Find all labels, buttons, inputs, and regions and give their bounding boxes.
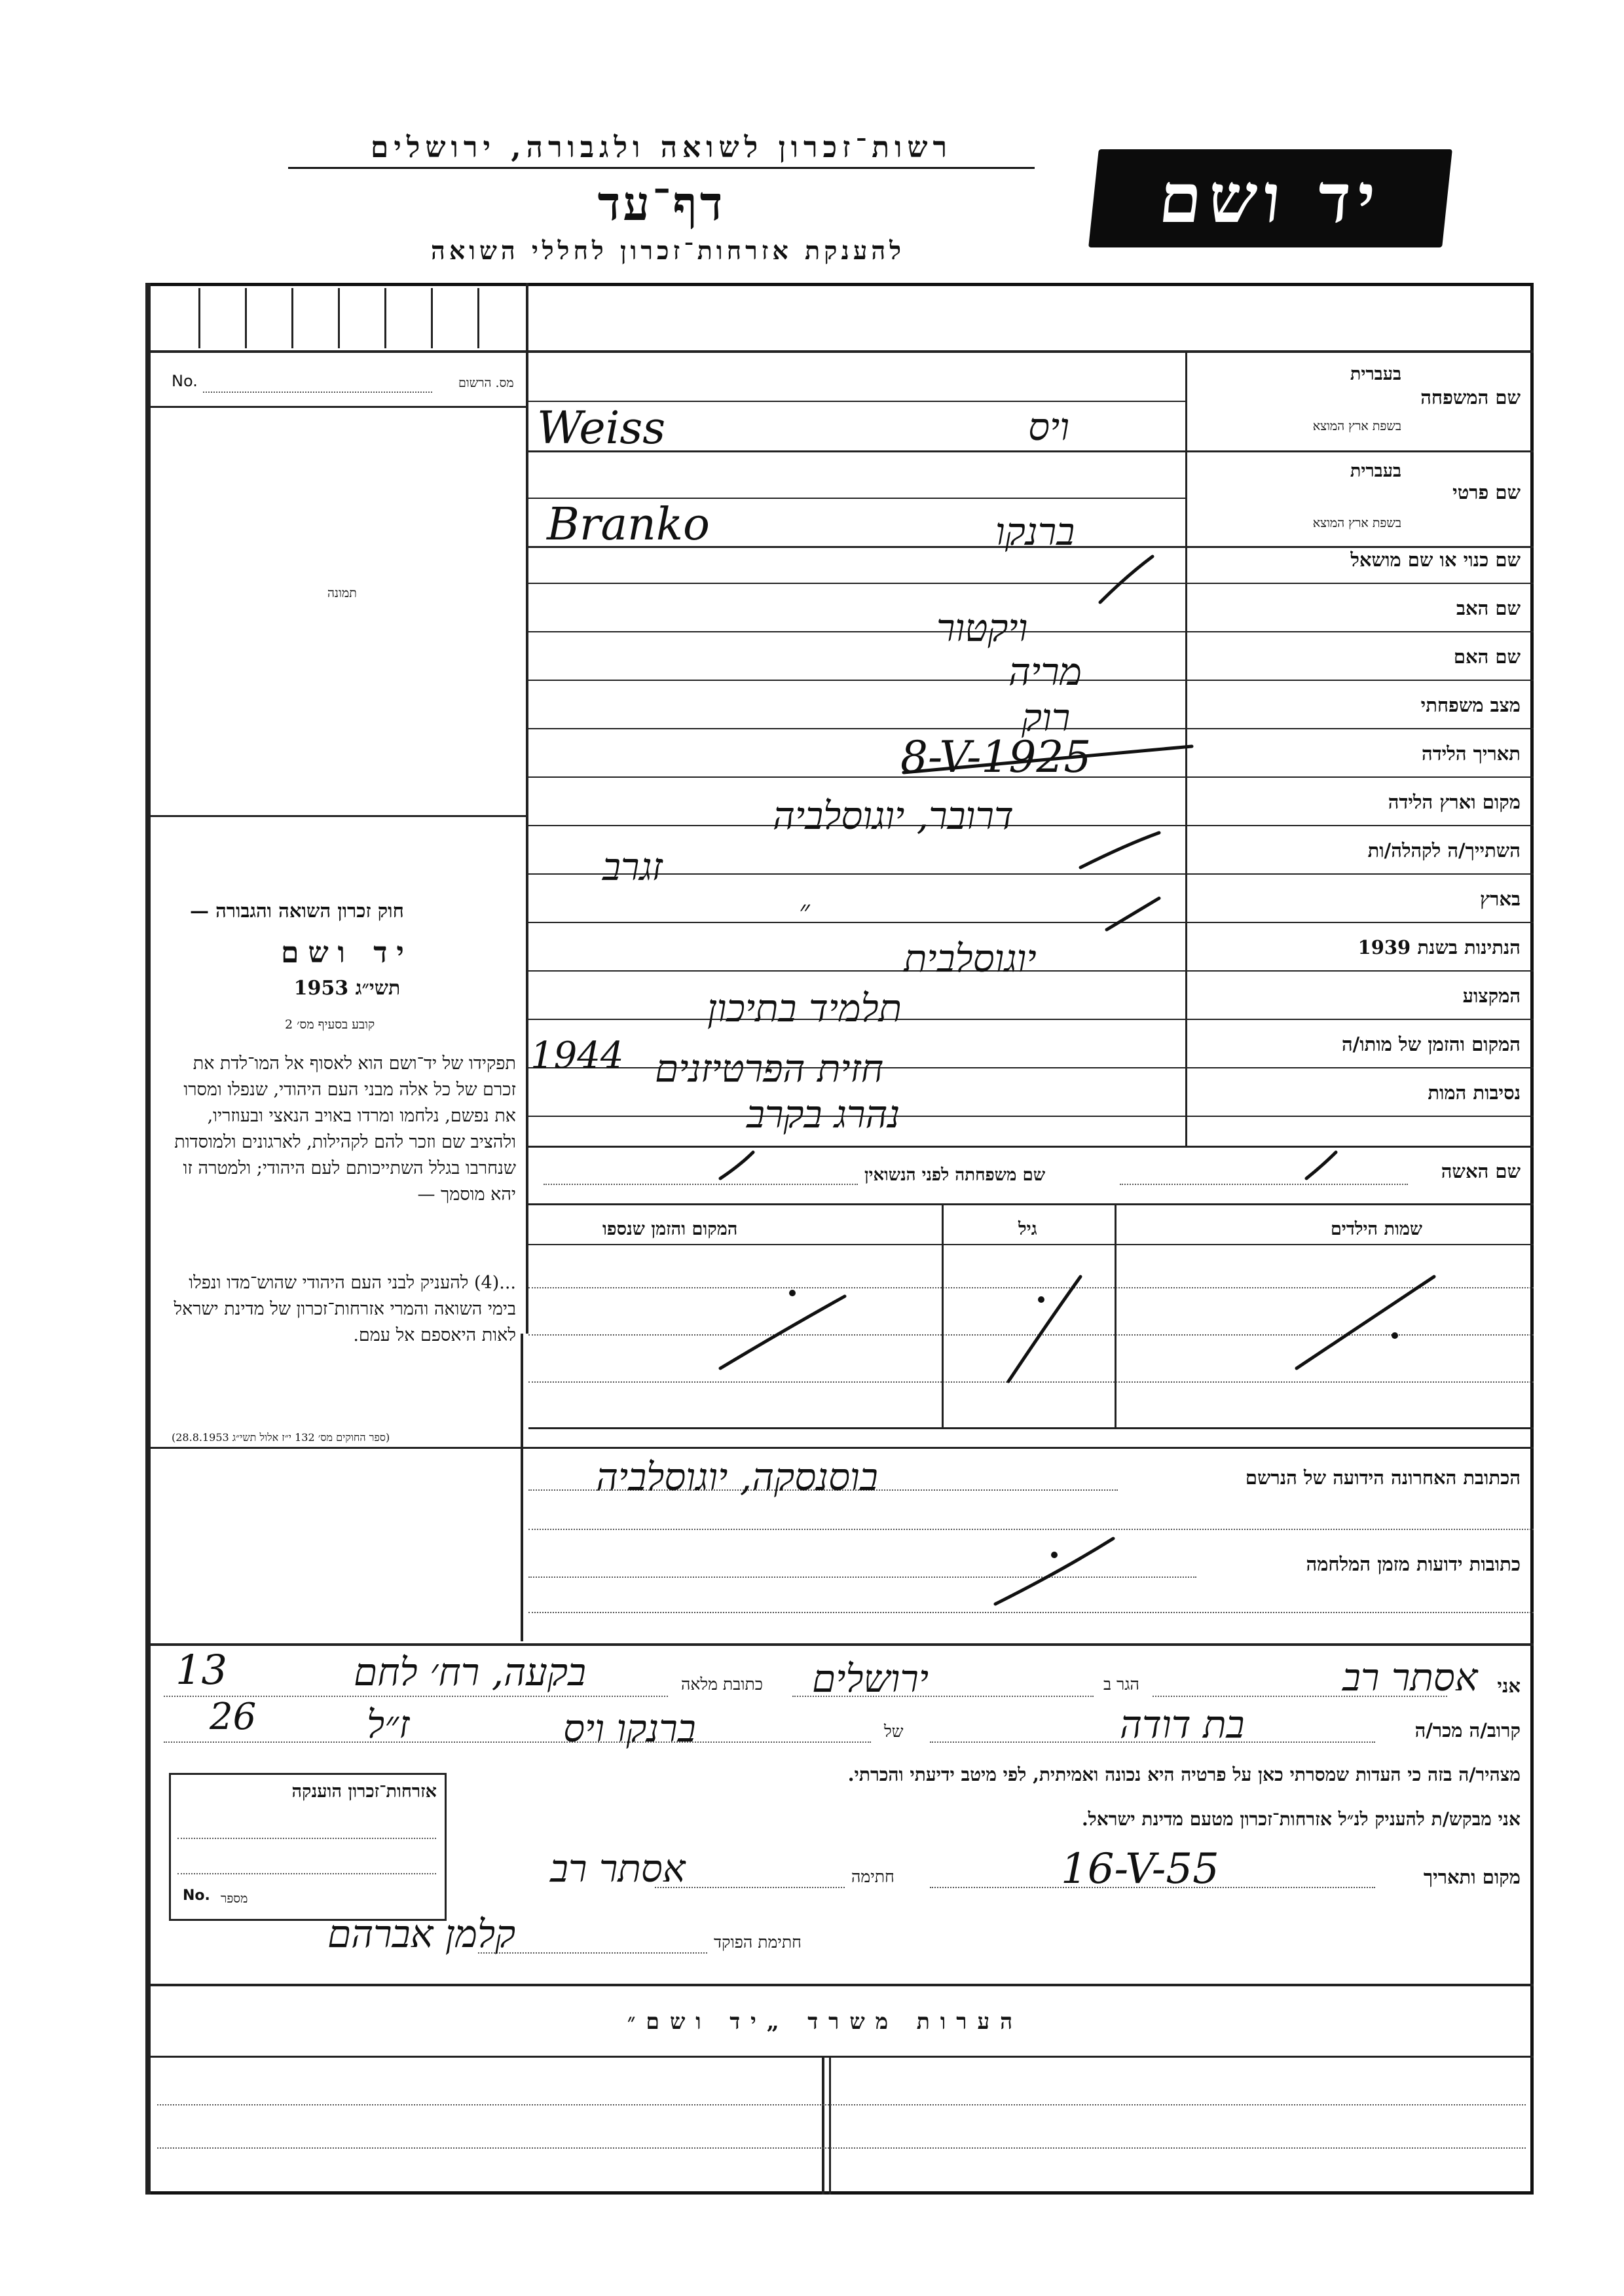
relation-value: בת דודה (1120, 1702, 1245, 1747)
law-footnote: (ספר החוקים מס׳ 132 י״ז אלול תשי״ג 28.8.1953) (172, 1431, 390, 1444)
first-name-origin-value: Branko (547, 499, 710, 551)
birth-place-label: מקום וארץ הלידה (1388, 791, 1521, 813)
request-text: אני מבקש/ת להעניק לנ״ל אזרחות־זכרון מטעם מדינת ישראל. (1081, 1808, 1521, 1830)
death-circumstances-label: נסיבות המות (1428, 1082, 1521, 1104)
community-value: זגרב (602, 845, 663, 889)
first-name-hebrew-sub: בעברית (1350, 461, 1401, 481)
law-body: תפקידו של יד־ושם הוא לאסוף אל המו־לדת את זכרם של כל אלה מבני העם היהודי, שנפלו ומסרו את נפשם, נלחמו ומרדו באויב הנאצי ובעוזריו, ולהציב שם וזכר להם לקהילות, לארגונים ולמוסדות שנחרבו בגלל השתייכותם לעם היהודי; ולמטרה זו יהא מוסמך — (174, 1053, 516, 1205)
witness-lives-label: הגר ב (1103, 1675, 1139, 1694)
witness-name-value: אסתר רב (1342, 1655, 1478, 1700)
child-name-dash (1297, 1277, 1434, 1368)
declaration-date-value: 16-V-55 (1061, 1845, 1219, 1893)
child-place-dot (789, 1290, 796, 1296)
marital-label: מצב משפחתי (1420, 694, 1521, 716)
community-dash-mark (1080, 833, 1159, 867)
family-name-hebrew-value: ויס (1028, 405, 1070, 449)
father-value: ויקטור (936, 606, 1028, 650)
birth-date-underline (904, 746, 1192, 773)
law-title: חוק זכרון השואה והגבורה — (190, 900, 404, 922)
death-place-value: חזית הפרטיזנים (655, 1046, 884, 1091)
country-label: בארץ (1480, 888, 1521, 910)
wife-maiden-label: שם משפחתה לפני הנשואין (864, 1165, 1046, 1185)
relation-of-label: של (884, 1722, 904, 1741)
birth-date-value: 8-V-1925 (900, 732, 1092, 782)
country-value: ״ (799, 894, 810, 928)
maiden-dash-mark (720, 1152, 753, 1178)
witness-signature: אסתר רב (550, 1846, 686, 1891)
authority-title: רשות־זכרון לשואה ולגבורה, ירושלים (288, 131, 1035, 169)
law-clause: קובע בסעיף מס׳ 2 (285, 1017, 375, 1032)
signature-label: חתימה (851, 1867, 895, 1886)
death-year-value: 1944 (530, 1034, 624, 1077)
first-name-hebrew-value: ברנקו (995, 509, 1075, 554)
witness-apartment: 26 (210, 1696, 257, 1738)
witness-i-label: אני (1497, 1675, 1521, 1697)
children-names-header: שמות הילדים (1330, 1219, 1422, 1239)
birth-date-label: תאריך הלידה (1422, 742, 1521, 765)
child-age-dot (1038, 1296, 1044, 1303)
witness-street-value: בקעה, רח׳ לחם (354, 1650, 586, 1694)
law-body-2: ...(4) להעניק לבני העם היהודי שהוש־מדו ונפלו בימי השואה והמרי אזרחות־זכרון של מדינת ישראל לאות היאספם אל עמם. (174, 1273, 516, 1345)
granted-number-label-en: No. (183, 1887, 210, 1904)
last-address-label: הכתובת האחרונה הידועה של הנרשם (1245, 1467, 1521, 1489)
logo-text: יד ושם (1155, 158, 1386, 238)
marital-value: רוק (1022, 695, 1071, 740)
first-name-label: שם פרטי (1452, 481, 1521, 503)
relation-of-name-extra: ז״ל (367, 1702, 410, 1747)
citizenship-value: יוגוסלבית (904, 936, 1037, 981)
war-address-dash (995, 1539, 1113, 1604)
granted-number-label-he: מספר (221, 1891, 248, 1906)
granted-box-title: אזרחות־זכרון הוענקה (291, 1781, 437, 1802)
nickname-label: שם כנוי או שם מושאל (1350, 549, 1521, 571)
last-address-value: בוסנסקה, יוגוסלביה (596, 1455, 878, 1499)
office-notes-title: הערות משרד „יד ושם״ (627, 2009, 1024, 2034)
war-address-label: כתובות ידועות מזמן המלחמה (1306, 1553, 1521, 1575)
family-name-origin-sub: בשפת ארץ המוצא (1312, 419, 1401, 433)
law-name: יד ושם (281, 936, 413, 970)
death-circumstances-value: נהרג בקרב (747, 1092, 900, 1137)
citizenship-label: הנתינות בשנת 1939 (1357, 936, 1521, 958)
relation-label: קרוב/ה מכר/ה (1414, 1719, 1521, 1741)
child-name-dot (1392, 1332, 1398, 1339)
registration-number-label: No. (172, 372, 198, 390)
registration-label: מס. הרשום (458, 376, 514, 390)
nickname-dash-mark (1100, 556, 1153, 602)
family-name-label: שם המשפחה (1420, 386, 1521, 409)
birth-place-value: דרובר, יוגוסלביה (773, 793, 1014, 838)
child-age-dash (1008, 1277, 1080, 1381)
relation-of-name: ברנקו ויס (563, 1706, 696, 1751)
wife-dash-mark (1306, 1152, 1336, 1178)
officer-signature: קלמן אברהם (327, 1912, 516, 1956)
place-date-label: מקום ותאריך (1423, 1866, 1521, 1888)
child-place-dash (720, 1296, 845, 1368)
declaration-text: מצהיר/ה בזה כי העדות שמסרתי כאן על פרטיה היא נכונה ואמיתית, לפי מיטב ידיעתי והכרתי. (847, 1764, 1521, 1785)
mother-label: שם האם (1453, 646, 1521, 668)
war-address-dot (1051, 1552, 1058, 1558)
father-label: שם האב (1456, 597, 1521, 619)
family-name-hebrew-sub: בעברית (1350, 364, 1401, 384)
witness-city-value: ירושלים (812, 1656, 929, 1701)
family-name-origin-value: Weiss (537, 403, 666, 454)
officer-signature-label: חתימת הפוקד (714, 1933, 802, 1952)
profession-label: המקצוע (1462, 985, 1521, 1007)
death-place-label: המקום והזמן של מותו/ה (1341, 1033, 1521, 1055)
form-title: דף־עד (597, 175, 726, 231)
profession-value: תלמיד בתיכון (707, 986, 902, 1030)
community-label: השתייך/ה לקהלה/ות (1367, 839, 1521, 862)
country-dash-mark (1107, 898, 1159, 930)
mother-value: מריה (1008, 649, 1082, 694)
wife-label: שם האשה (1441, 1160, 1521, 1182)
witness-address-label: כתובת מלאה (681, 1675, 763, 1694)
first-name-origin-sub: בשפת ארץ המוצא (1312, 516, 1401, 530)
form-subtitle: להענקת אזרחות־זכרון לחללי השואה (430, 236, 906, 265)
photo-label: תמונה (327, 586, 357, 600)
witness-house-number: 13 (175, 1646, 227, 1694)
children-age-header: גיל (1018, 1219, 1037, 1239)
law-year: תשי״ג 1953 (293, 977, 401, 1000)
children-place-header: המקום והזמן שנספו (602, 1219, 738, 1239)
